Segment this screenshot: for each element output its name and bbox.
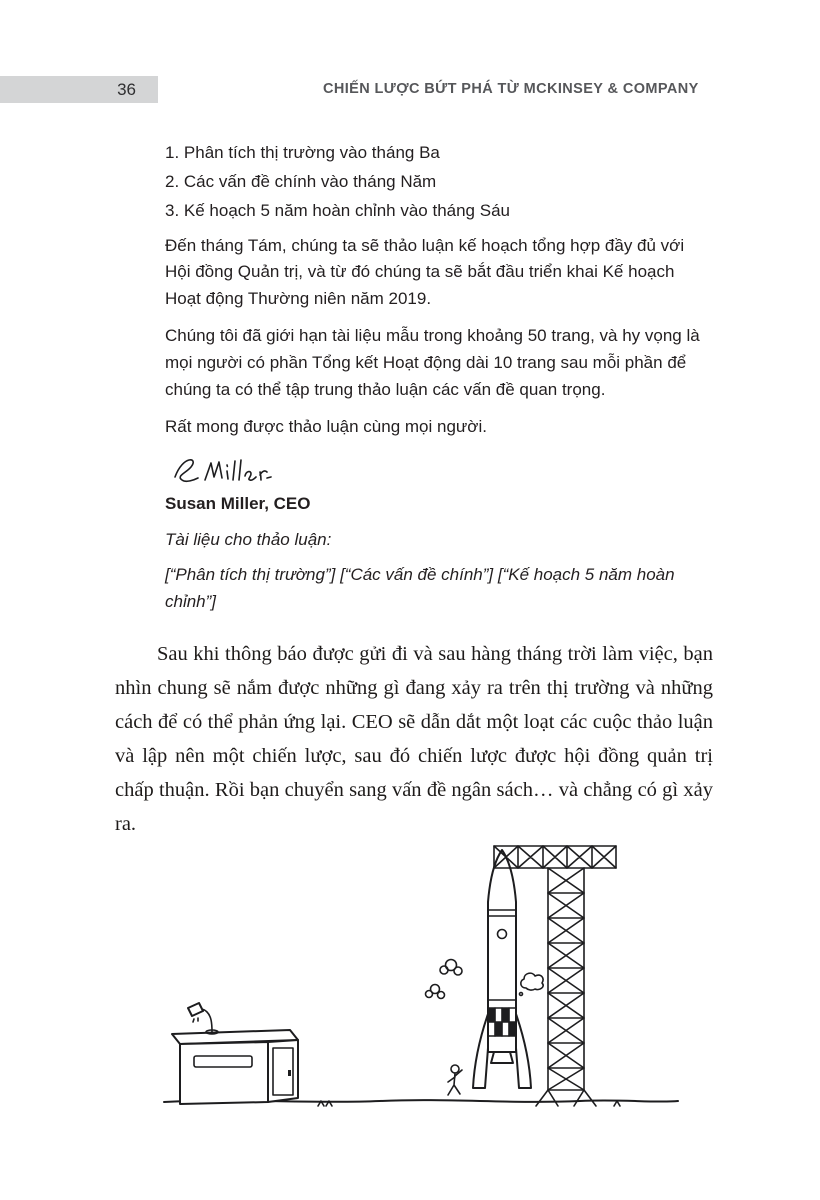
smoke-puffs: [426, 960, 463, 999]
page-number-bar: [0, 76, 158, 103]
letter-list-item: 3. Kế hoạch 5 năm hoàn chỉnh vào tháng Sáu: [165, 200, 510, 220]
letter-list-item: 1. Phân tích thị trường vào tháng Ba: [165, 143, 440, 162]
vent-cloud: [520, 973, 544, 995]
letter-list-item: 2. Các vấn đề chính vào tháng Năm: [165, 171, 437, 191]
signer-name: Susan Miller, CEO: [165, 493, 311, 513]
letter-excerpt: [165, 140, 711, 616]
attachments-label: Tài liệu cho thảo luận:: [165, 530, 332, 550]
desk: [172, 1003, 298, 1104]
book-title: CHIẾN LƯỢC BỨT PHÁ TỪ MCKINSEY & COMPANY: [323, 81, 699, 97]
attachments-list: [“Phân tích thị trường”] [“Các vấn đề chính”] [“Kế hoạch 5 năm hoàn chỉnh”]: [165, 565, 675, 612]
person-figure: [448, 1065, 462, 1095]
handwritten-signature: [163, 451, 711, 489]
rocket-launchpad-illustration: [150, 838, 690, 1123]
rocket: [473, 850, 543, 1088]
page-number: 36: [117, 79, 136, 99]
letter-paragraph: Đến tháng Tám, chúng ta sẽ thảo luận kế hoạch tổng hợp đầy đủ với Hội đồng Quản trị, và từ đó chúng ta sẽ bắt đầu triển khai Kế hoạch Hoạt động Thường niên năm 2019.: [165, 235, 685, 309]
letter-paragraph: Chúng tôi đã giới hạn tài liệu mẫu trong khoảng 50 trang, và hy vọng là mọi người có phần Tổng kết Hoạt động dài 10 trang sau mỗi phần để chúng ta có thể tập trung thảo luận các vấn đề quan trọng.: [165, 326, 700, 399]
letter-list: [165, 140, 711, 225]
body-paragraph: Sau khi thông báo được gửi đi và sau hàng tháng trời làm việc, bạn nhìn chung sẽ nắm được những gì đang xảy ra trên thị trường và những cách để có thể phản ứng lại. CEO sẽ dẫn dắt một loạt các cuộc thảo luận và lập nên một chiến lược, sau đó chiến lược được hội đồng quản trị chấp thuận. Rồi bạn chuyển sang vấn đề ngân sách… và chẳng có gì xảy ra.: [115, 642, 713, 835]
page-header: [0, 76, 820, 104]
desk-lamp: [188, 1003, 218, 1034]
letter-paragraph: Rất mong được thảo luận cùng mọi người.: [165, 416, 487, 436]
